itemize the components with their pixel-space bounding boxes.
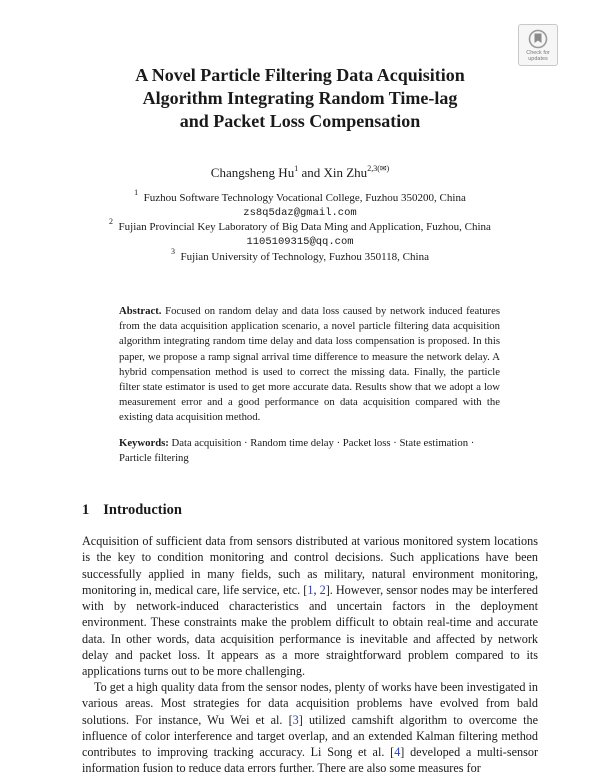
abstract-block xyxy=(119,304,500,426)
body-paragraph-2 xyxy=(82,679,538,777)
keywords-block xyxy=(119,436,500,466)
paper-title xyxy=(0,64,600,133)
citation-link[interactable]: 4 xyxy=(394,745,401,760)
citation-link[interactable]: 3 xyxy=(292,712,299,727)
affil-text: Fujian University of Technology, Fuzhou 350118, China xyxy=(180,251,429,263)
author-conjunction: and xyxy=(298,165,324,180)
abstract-label: Abstract. xyxy=(119,305,162,317)
para-text: ] utilized camshift algorithm to overcome the influence of color interference and target overlap, and an extended Kalman filtering method contributes to improving tracking accuracy. Li Song et al. [ xyxy=(82,712,538,760)
affil-num: 2 xyxy=(109,217,114,227)
body-paragraph-1 xyxy=(82,533,538,680)
author-name: Changsheng Hu xyxy=(210,165,295,180)
title-line-2: Algorithm Integrating Random Time-lag xyxy=(142,88,458,108)
keywords-label: Keywords: xyxy=(119,437,169,449)
citation-link[interactable]: 2 xyxy=(319,582,326,597)
affil-text: Fujian Provincial Key Laboratory of Big Data Ming and Application, Fuzhou, China xyxy=(118,221,491,233)
affil-text: Fuzhou Software Technology Vocational College, Fuzhou 350200, China xyxy=(143,192,466,204)
author-affil-sup: 2,3(✉) xyxy=(367,163,390,173)
para-text: Acquisition of sufficient data from sensors distributed at various monitored system locations is the key to condition monitoring and control decisions. Such applications have been successfully applied in many fields, such as military, natural environment monitoring, monitoring in, medical care, life service, etc. [ xyxy=(82,534,538,597)
affil-num: 1 xyxy=(134,188,139,198)
para-text: , xyxy=(313,582,320,597)
citation-link[interactable]: 1 xyxy=(307,582,314,597)
author-affil-sup: 1 xyxy=(294,163,299,173)
abstract-text: Focused on random delay and data loss caused by network induced features from the data acquisition application scenario, a novel particle filtering data acquisition algorithm integrating random time delay and data loss compensation is proposed. In this paper, we propose a ramp signal arrival time difference to measure the network delay. A hybrid compensation method is used to correct the missing data. Finally, the particle filter state estimator is used to get more accurate data. Results show that we adopt a low measurement error and a good performance on data acquisition compared with the existing data acquisition method. xyxy=(119,305,501,424)
affiliation-2 xyxy=(0,217,600,249)
affiliation-3 xyxy=(0,247,600,264)
badge-text-line1: Check for xyxy=(526,50,550,56)
section-heading xyxy=(82,501,182,519)
para-text: To get a high quality data from the sensor nodes, plenty of works have been investigated in various areas. Most strategies for data acquisition problems have evolved from bald solutions. For instance, Wu Wei et al. [ xyxy=(82,680,538,727)
author-name: Xin Zhu xyxy=(323,165,368,180)
section-number: 1 xyxy=(82,502,90,518)
author-list xyxy=(0,165,600,181)
section-title: Introduction xyxy=(103,502,182,518)
title-line-1: A Novel Particle Filtering Data Acquisition xyxy=(135,65,465,85)
affil-email[interactable]: zs8q5daz@gmail.com xyxy=(243,207,357,219)
check-for-updates-badge[interactable] xyxy=(518,24,558,66)
title-line-3: and Packet Loss Compensation xyxy=(179,111,421,131)
para-text: ]. However, sensor nodes may be interfered with by network-induced characteristics and uncertain factors in the deployment environment. These constraints make the problem difficult to obtain real-time and accurate data. In other words, data acquisition performance is inevitable and affected by network delay and packet loss. It appears as a more straightforward problem compared to its applications turns out to be more challenging. xyxy=(82,582,538,679)
affil-num: 3 xyxy=(171,247,176,257)
para-text: ] developed a multi-sensor information fusion to reduce data errors further. There are also some measures for xyxy=(82,745,538,776)
bookmark-refresh-icon xyxy=(528,29,548,49)
keywords-text: Data acquisition · Random time delay · Packet loss · State estimation · Particle filtering xyxy=(119,437,475,465)
affil-email[interactable]: 1105109315@qq.com xyxy=(246,236,354,248)
affiliation-1 xyxy=(0,188,600,220)
badge-text-line2: updates xyxy=(528,56,548,62)
